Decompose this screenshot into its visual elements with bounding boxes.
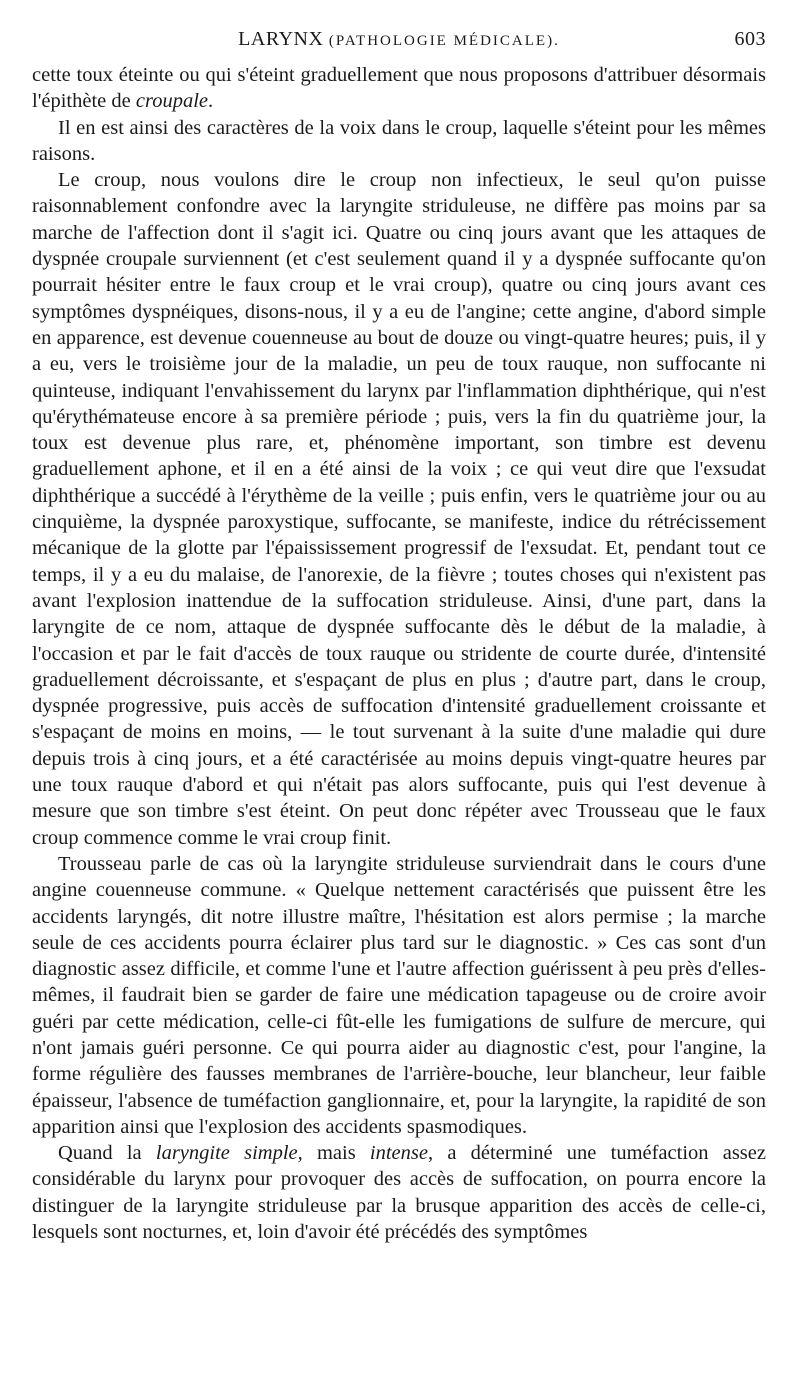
paragraph <box>32 62 766 115</box>
paragraph <box>32 167 766 851</box>
paragraph <box>32 115 766 168</box>
body-text <box>32 62 766 1245</box>
text-segment: Quand la <box>58 1142 156 1165</box>
running-header <box>32 28 766 58</box>
italic-text: croupale <box>135 90 208 113</box>
page-number: 603 <box>734 28 767 50</box>
text-segment: mais <box>302 1142 370 1165</box>
running-title-block <box>238 28 560 51</box>
paragraph <box>32 1140 766 1245</box>
text-segment: . <box>208 90 214 113</box>
text-segment: cette toux éteinte ou qui s'éteint graduellement que nous proposons d'attribuer désormais l'épithète de <box>32 64 766 113</box>
italic-text: laryngite simple, <box>155 1142 303 1165</box>
text-segment: Le croup, nous voulons dire le croup non infectieux, le seul qu'on puisse raisonnablement confondre avec la laryngite striduleuse, ne diffère pas moins par sa marche de l'affection dont il s'agit ici. Quatre ou cinq jours avant que les attaques de dyspnée croupale surviennent (et c'est seulement quand il y a dyspnée suffocante qu'on pourrait hésiter entre le faux croup et le vrai croup), quatre ou cinq jours avant ces symptômes dyspnéiques, disons-nous, il y a eu de l'angine; cette angine, d'abord simple en apparence, est devenue couenneuse au bout de douze ou vingt-quatre heures; puis, il y a eu, vers le troisième jour de la maladie, un peu de toux rauque, non suffocante ni quinteuse, indiquant l'envahissement du larynx par l'inflammation diphthérique, qui n'est qu'érythémateuse encore à sa première période ; puis, vers la fin du quatrième jour, la toux est devenue plus rare, et, phénomène important, son timbre est devenu graduellement aphone, et il en a été ainsi de la voix ; ce qui veut dire que l'exsudat diphthérique a succédé à l'érythème de la veille ; puis enfin, vers le quatrième jour ou au cinquième, la dyspnée paroxystique, suffocante, se manifeste, indice du rétrécissement mécanique de la glotte par l'épaississement progressif de l'exsudat. Et, pendant tout ce temps, il y a eu du malaise, de l'anorexie, de la fièvre ; toutes choses qui n'existent pas avant l'explosion inattendue de la suffocation striduleuse. Ainsi, d'une part, dans la laryngite de ce nom, attaque de dyspnée suffocante dès le début de la maladie, à l'occasion et par le fait d'accès de toux rauque ou stridente de courte durée, d'intensité graduellement décroissante, et s'espaçant de plus en plus ; d'autre part, dans le croup, dyspnée progressive, puis accès de suffocation d'intensité graduellement croissante et s'espaçant de moins en moins, — le tout survenant à la suite d'une maladie qui dure depuis trois à cinq jours, et a été caractérisée au moins depuis vingt-quatre heures par une toux rauque d'abord et qui n'était pas alors suffocante, puis qui l'est devenue à mesure que son timbre s'est éteint. On peut donc répéter avec Trousseau que le faux croup commence comme le vrai croup finit. <box>32 169 766 849</box>
running-subtitle: (PATHOLOGIE MÉDICALE). <box>328 33 560 49</box>
text-segment: , a déterminé une tuméfaction assez considérable du larynx pour provoquer des accès de suffocation, on pourra encore la distinguer de la laryngite striduleuse par la brusque apparition des accès de celle-ci, lesquels sont nocturnes, et, loin d'avoir été précédés des symptômes <box>32 1142 766 1244</box>
text-segment: Il en est ainsi des caractères de la voix dans le croup, laquelle s'éteint pour les mêmes raisons. <box>32 116 766 165</box>
italic-text: intense <box>369 1142 428 1165</box>
paragraph <box>32 851 766 1140</box>
text-segment: Trousseau parle de cas où la laryngite striduleuse surviendrait dans le cours d'une angine couenneuse commune. « Quelque nettement caractérisés que puissent être les accidents laryngés, dit notre illustre maître, l'hésitation est alors permise ; la marche seule de ces accidents pourra éclairer plus tard sur le diagnostic. » Ces cas sont d'un diagnostic assez difficile, et comme l'une et l'autre affection guérissent à peu près d'elles-mêmes, il faudrait bien se garder de faire une médication tapageuse ou de croire avoir guéri par cette médication, celle-ci fût-elle les fumigations de sulfure de mercure, qui n'ont jamais guéri personne. Ce qui pourra aider au diagnostic c'est, pour l'angine, la forme régulière des fausses membranes de l'arrière-bouche, leur blancheur, leur faible épaisseur, l'absence de tuméfaction ganglionnaire, et, pour la laryngite, la rapidité de son apparition ainsi que l'explosion des accidents spasmodiques. <box>32 852 766 1138</box>
running-title: LARYNX <box>238 28 324 50</box>
